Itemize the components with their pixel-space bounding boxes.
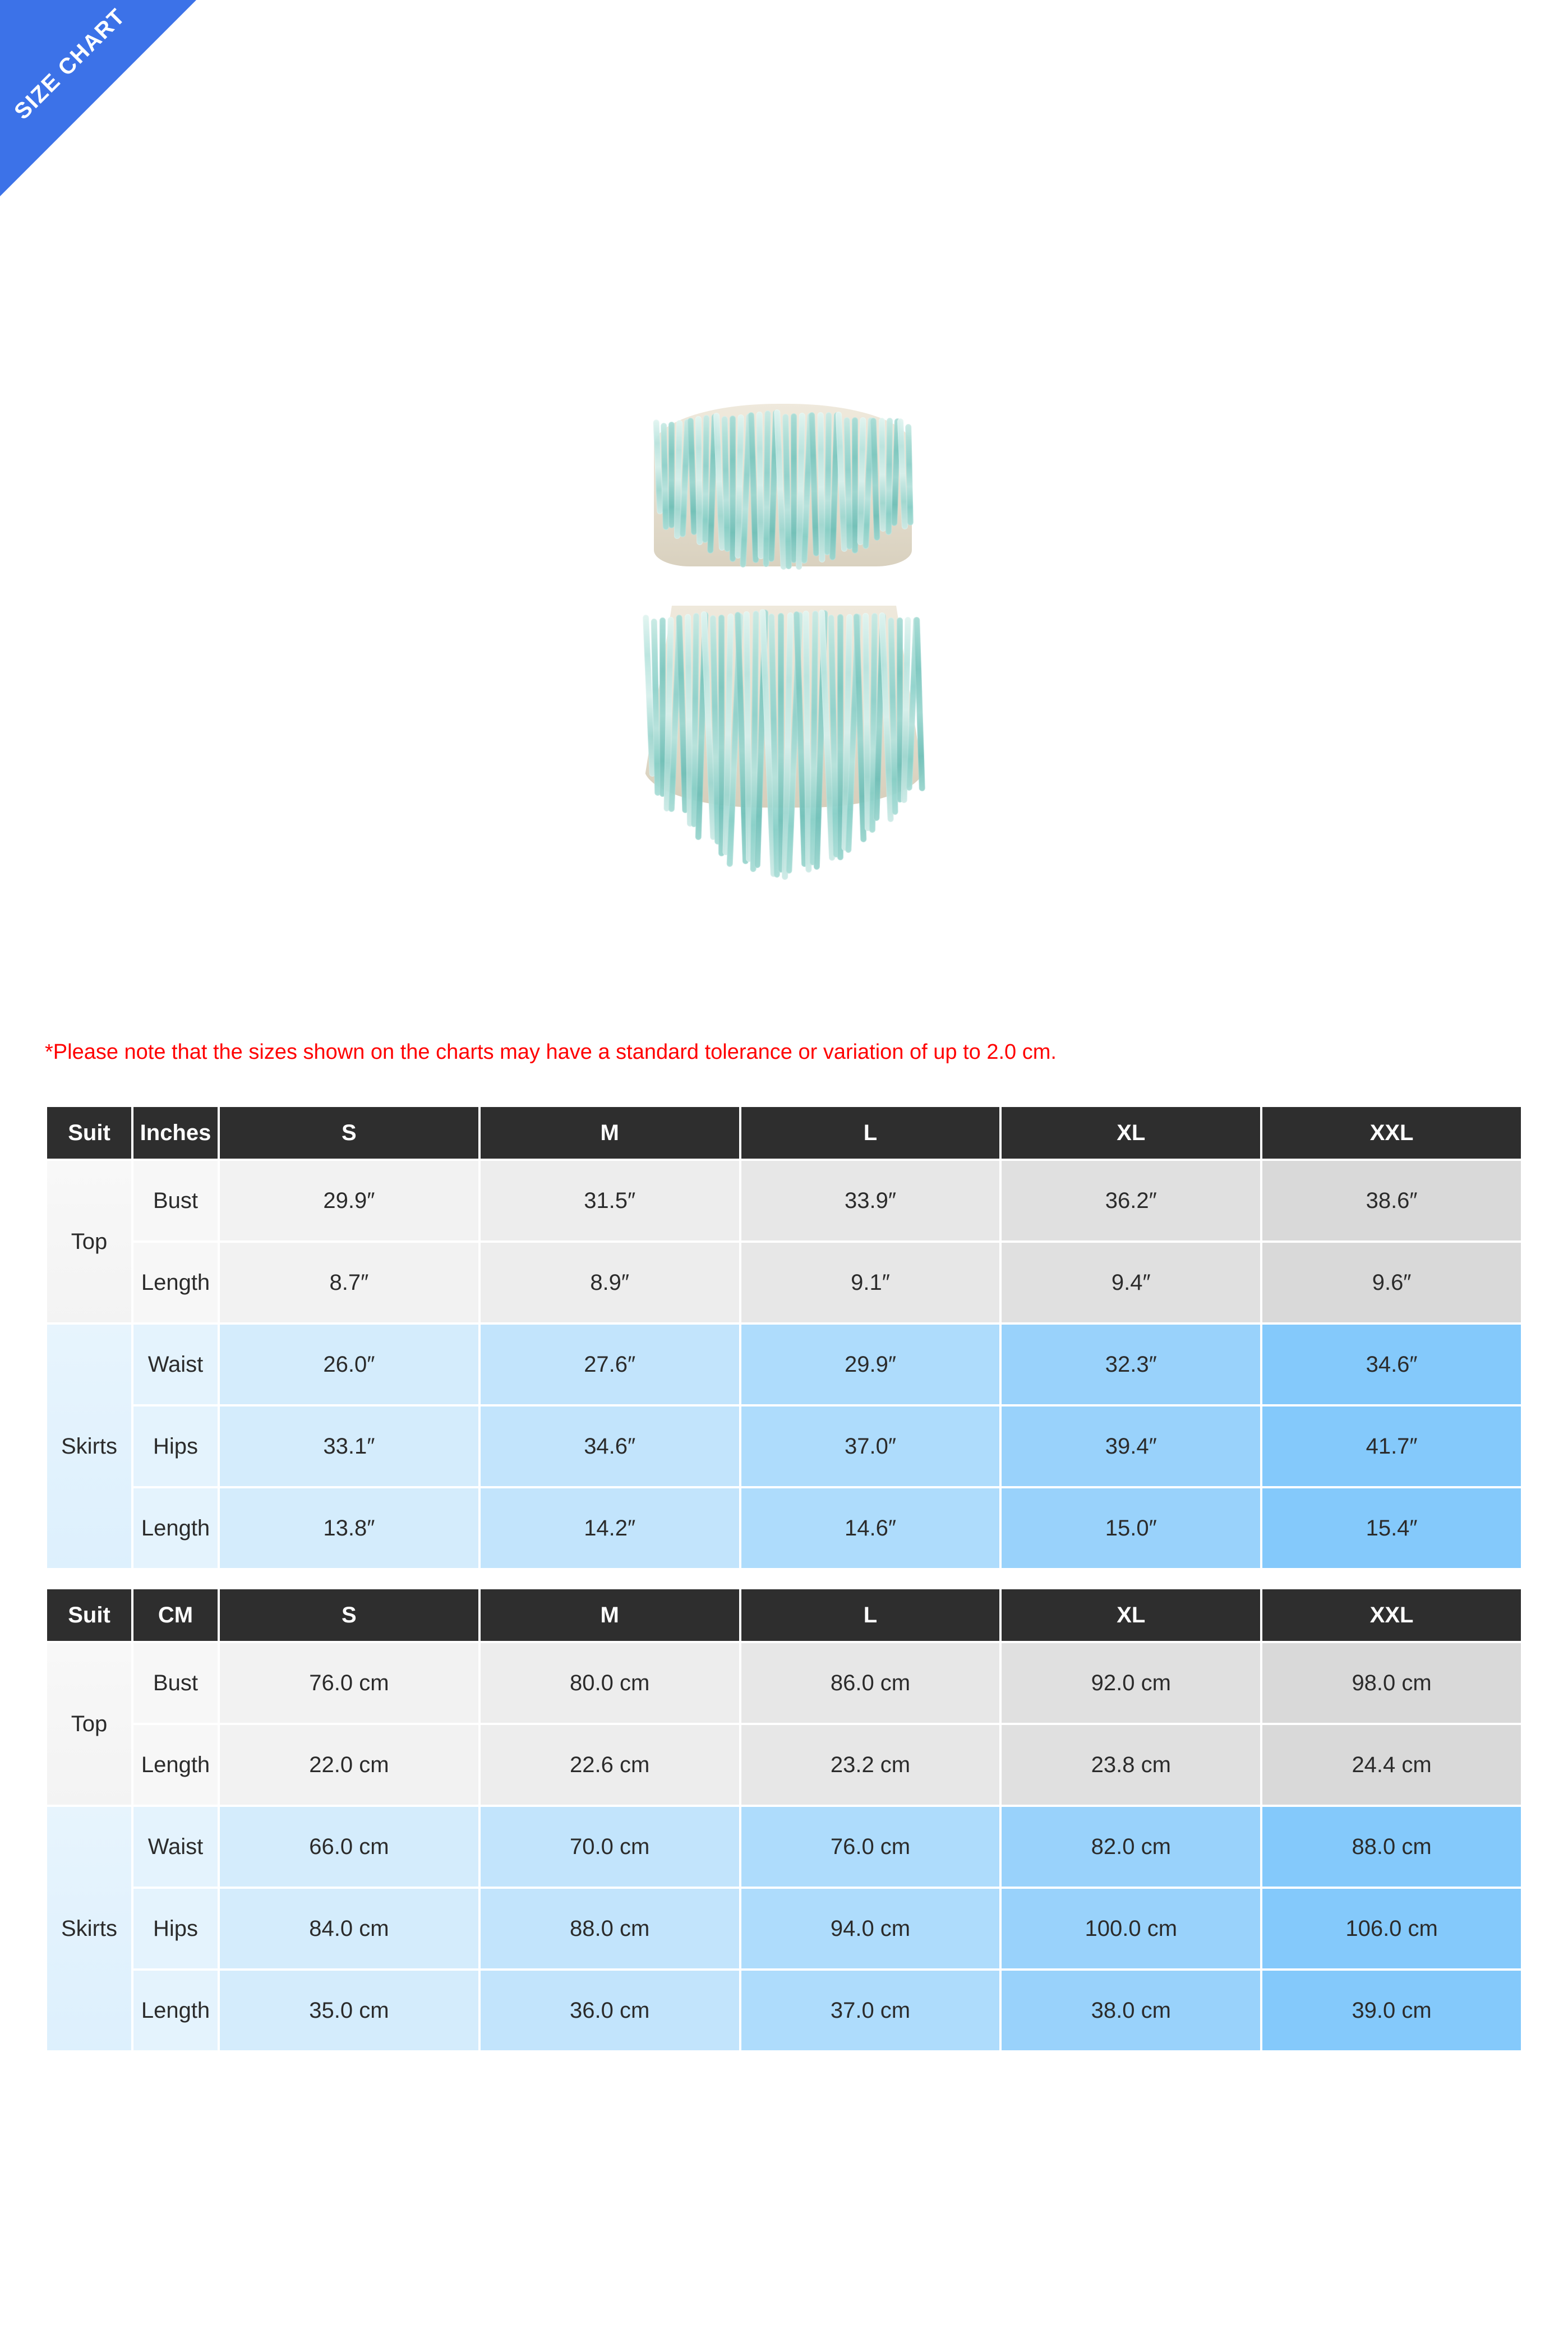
group-label-skirts: Skirts <box>47 1807 131 2050</box>
table-row <box>47 1971 1521 2050</box>
table-row <box>47 1807 1521 1887</box>
row-label-length: Length <box>133 1243 218 1322</box>
fringe-strand <box>695 416 702 545</box>
row-label-waist: Waist <box>133 1807 218 1887</box>
cell-value: 86.0 cm <box>741 1643 1000 1723</box>
cell-value: 33.9″ <box>741 1161 1000 1240</box>
cell-value: 35.0 cm <box>220 1971 478 2050</box>
cell-value: 88.0 cm <box>481 1889 739 1968</box>
size-chart-corner-banner <box>0 0 196 196</box>
cell-value: 9.1″ <box>741 1243 1000 1322</box>
cell-value: 24.4 cm <box>1262 1725 1521 1805</box>
table-row <box>47 1889 1521 1968</box>
size-chart-table-cm <box>45 1587 1523 2053</box>
cell-value: 14.2″ <box>481 1488 739 1568</box>
header-size-s: S <box>220 1107 478 1159</box>
table-row <box>47 1406 1521 1486</box>
cell-value: 37.0 cm <box>741 1971 1000 2050</box>
table-row <box>47 1488 1521 1568</box>
header-unit: CM <box>133 1589 218 1641</box>
cell-value: 36.0 cm <box>481 1971 739 2050</box>
cell-value: 41.7″ <box>1262 1406 1521 1486</box>
cell-value: 76.0 cm <box>741 1807 1000 1887</box>
banner-label: SIZE CHART <box>10 3 131 124</box>
cell-value: 29.9″ <box>220 1161 478 1240</box>
cell-value: 14.6″ <box>741 1488 1000 1568</box>
table-row <box>47 1243 1521 1322</box>
cell-value: 38.0 cm <box>1002 1971 1260 2050</box>
cell-value: 23.2 cm <box>741 1725 1000 1805</box>
header-size-m: M <box>481 1107 739 1159</box>
cell-value: 100.0 cm <box>1002 1889 1260 1968</box>
cell-value: 31.5″ <box>481 1161 739 1240</box>
fringe-strand <box>756 412 764 559</box>
cell-value: 27.6″ <box>481 1325 739 1404</box>
cell-value: 9.6″ <box>1262 1243 1521 1322</box>
cell-value: 92.0 cm <box>1002 1643 1260 1723</box>
header-unit: Inches <box>133 1107 218 1159</box>
cell-value: 8.9″ <box>481 1243 739 1322</box>
cell-value: 15.0″ <box>1002 1488 1260 1568</box>
size-chart-table-inches <box>45 1105 1523 1570</box>
row-label-length: Length <box>133 1971 218 2050</box>
table-header-row <box>47 1589 1521 1641</box>
cell-value: 82.0 cm <box>1002 1807 1260 1887</box>
cell-value: 37.0″ <box>741 1406 1000 1486</box>
product-image <box>0 336 1568 965</box>
cell-value: 29.9″ <box>741 1325 1000 1404</box>
table-row <box>47 1643 1521 1723</box>
header-size-m: M <box>481 1589 739 1641</box>
cell-value: 23.8 cm <box>1002 1725 1260 1805</box>
cell-value: 94.0 cm <box>741 1889 1000 1968</box>
table-row <box>47 1325 1521 1404</box>
fringe-strand <box>668 422 675 528</box>
header-size-xxl: XXL <box>1262 1107 1521 1159</box>
row-label-waist: Waist <box>133 1325 218 1404</box>
group-label-skirts: Skirts <box>47 1325 131 1568</box>
cell-value: 88.0 cm <box>1262 1807 1521 1887</box>
header-suit: Suit <box>47 1107 131 1159</box>
cell-value: 8.7″ <box>220 1243 478 1322</box>
cell-value: 22.6 cm <box>481 1725 739 1805</box>
banner-triangle <box>0 0 196 196</box>
row-label-hips: Hips <box>133 1889 218 1968</box>
fringe-strand <box>817 412 825 562</box>
row-label-bust: Bust <box>133 1161 218 1240</box>
cell-value: 26.0″ <box>220 1325 478 1404</box>
table-header-row <box>47 1107 1521 1159</box>
row-label-length: Length <box>133 1488 218 1568</box>
cell-value: 98.0 cm <box>1262 1643 1521 1723</box>
cell-value: 13.8″ <box>220 1488 478 1568</box>
cell-value: 32.3″ <box>1002 1325 1260 1404</box>
cell-value: 15.4″ <box>1262 1488 1521 1568</box>
fringe-strand <box>879 418 886 532</box>
cell-value: 34.6″ <box>481 1406 739 1486</box>
header-size-xl: XL <box>1002 1107 1260 1159</box>
cell-value: 70.0 cm <box>481 1807 739 1887</box>
cell-value: 39.4″ <box>1002 1406 1260 1486</box>
table-row <box>47 1161 1521 1240</box>
garment-illustration <box>638 370 930 931</box>
cell-value: 39.0 cm <box>1262 1971 1521 2050</box>
cell-value: 38.6″ <box>1262 1161 1521 1240</box>
header-suit: Suit <box>47 1589 131 1641</box>
cell-value: 9.4″ <box>1002 1243 1260 1322</box>
header-size-xxl: XXL <box>1262 1589 1521 1641</box>
cell-value: 106.0 cm <box>1262 1889 1521 1968</box>
cell-value: 33.1″ <box>220 1406 478 1486</box>
cell-value: 80.0 cm <box>481 1643 739 1723</box>
tolerance-note: *Please note that the sizes shown on the charts may have a standard tolerance or variation of up to 2.0 cm. <box>45 1040 1057 1064</box>
row-label-length: Length <box>133 1725 218 1805</box>
table-row <box>47 1725 1521 1805</box>
header-size-s: S <box>220 1589 478 1641</box>
group-label-top: Top <box>47 1643 131 1805</box>
header-size-l: L <box>741 1589 1000 1641</box>
group-label-top: Top <box>47 1161 131 1322</box>
header-size-xl: XL <box>1002 1589 1260 1641</box>
row-label-hips: Hips <box>133 1406 218 1486</box>
cell-value: 76.0 cm <box>220 1643 478 1723</box>
cell-value: 84.0 cm <box>220 1889 478 1968</box>
cell-value: 22.0 cm <box>220 1725 478 1805</box>
cell-value: 66.0 cm <box>220 1807 478 1887</box>
cell-value: 34.6″ <box>1262 1325 1521 1404</box>
cell-value: 36.2″ <box>1002 1161 1260 1240</box>
row-label-bust: Bust <box>133 1643 218 1723</box>
header-size-l: L <box>741 1107 1000 1159</box>
